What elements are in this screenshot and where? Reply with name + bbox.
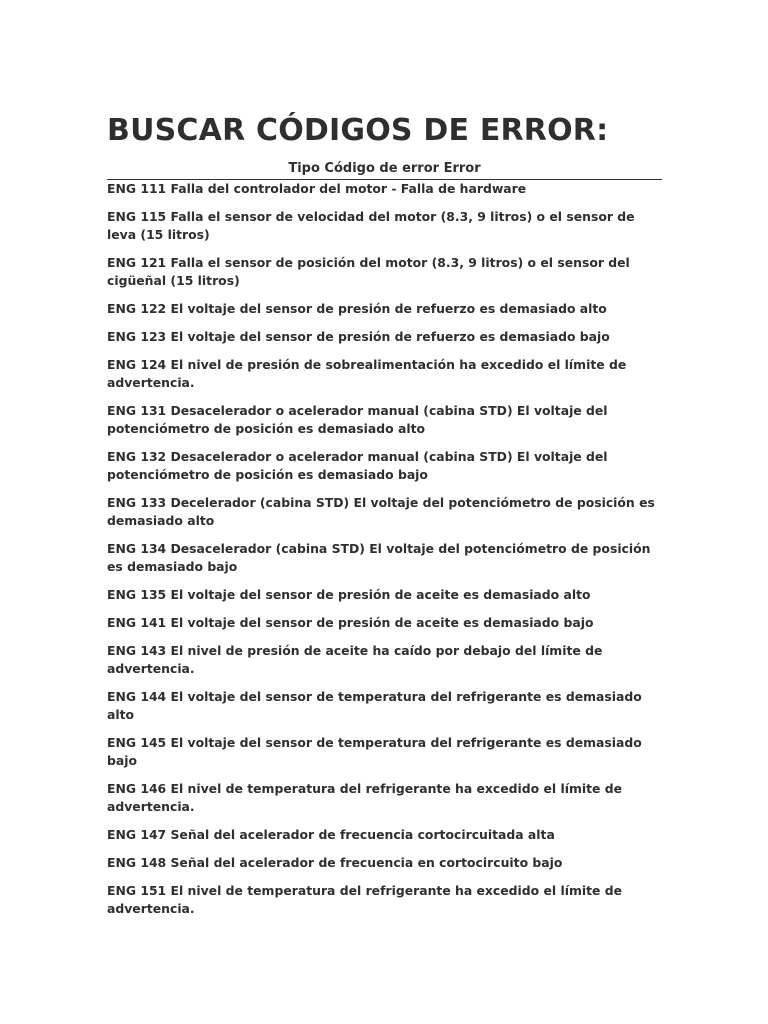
- error-code-entry: ENG 123 El voltaje del sensor de presión de refuerzo es demasiado bajo: [107, 329, 610, 344]
- error-code-entry: ENG 111 Falla del controlador del motor - Falla de hardware: [107, 181, 527, 196]
- error-code-entry: ENG 146 El nivel de temperatura del refrigerante ha excedido el límite de advertencia.: [107, 781, 623, 814]
- error-code-entry: ENG 115 Falla el sensor de velocidad del motor (8.3, 9 litros) o el sensor de leva (15 litros): [107, 209, 635, 242]
- error-code-entry: ENG 121 Falla el sensor de posición del motor (8.3, 9 litros) o el sensor del cigüeñal (15 litros): [107, 255, 630, 288]
- error-code-entry: ENG 141 El voltaje del sensor de presión de aceite es demasiado bajo: [107, 615, 594, 630]
- error-code-entry: ENG 133 Decelerador (cabina STD) El voltaje del potenciómetro de posición es demasiado alto: [107, 495, 655, 528]
- error-code-entry: ENG 132 Desacelerador o acelerador manual (cabina STD) El voltaje del potenciómetro de posición es demasiado bajo: [107, 449, 608, 482]
- error-code-entry: ENG 145 El voltaje del sensor de temperatura del refrigerante es demasiado bajo: [107, 735, 642, 768]
- error-code-entry: ENG 147 Señal del acelerador de frecuencia cortocircuitada alta: [107, 827, 555, 842]
- error-code-entry: ENG 124 El nivel de presión de sobrealimentación ha excedido el límite de advertencia.: [107, 357, 627, 390]
- error-code-entry: ENG 144 El voltaje del sensor de temperatura del refrigerante es demasiado alto: [107, 689, 642, 722]
- error-code-entry: ENG 143 El nivel de presión de aceite ha caído por debajo del límite de advertencia.: [107, 643, 603, 676]
- error-code-entry: ENG 134 Desacelerador (cabina STD) El voltaje del potenciómetro de posición es demasiado bajo: [107, 541, 651, 574]
- error-code-entry: ENG 151 El nivel de temperatura del refrigerante ha excedido el límite de advertencia.: [107, 883, 623, 916]
- error-code-entry: ENG 131 Desacelerador o acelerador manual (cabina STD) El voltaje del potenciómetro de posición es demasiado alto: [107, 403, 608, 436]
- error-code-entry: ENG 135 El voltaje del sensor de presión de aceite es demasiado alto: [107, 587, 591, 602]
- table-header: Tipo Código de error Error: [288, 161, 481, 176]
- error-code-entry: ENG 122 El voltaje del sensor de presión de refuerzo es demasiado alto: [107, 301, 607, 316]
- error-code-list: [107, 180, 663, 928]
- page-title: BUSCAR CÓDIGOS DE ERROR:: [107, 113, 609, 148]
- error-code-entry: ENG 148 Señal del acelerador de frecuencia en cortocircuito bajo: [107, 855, 563, 870]
